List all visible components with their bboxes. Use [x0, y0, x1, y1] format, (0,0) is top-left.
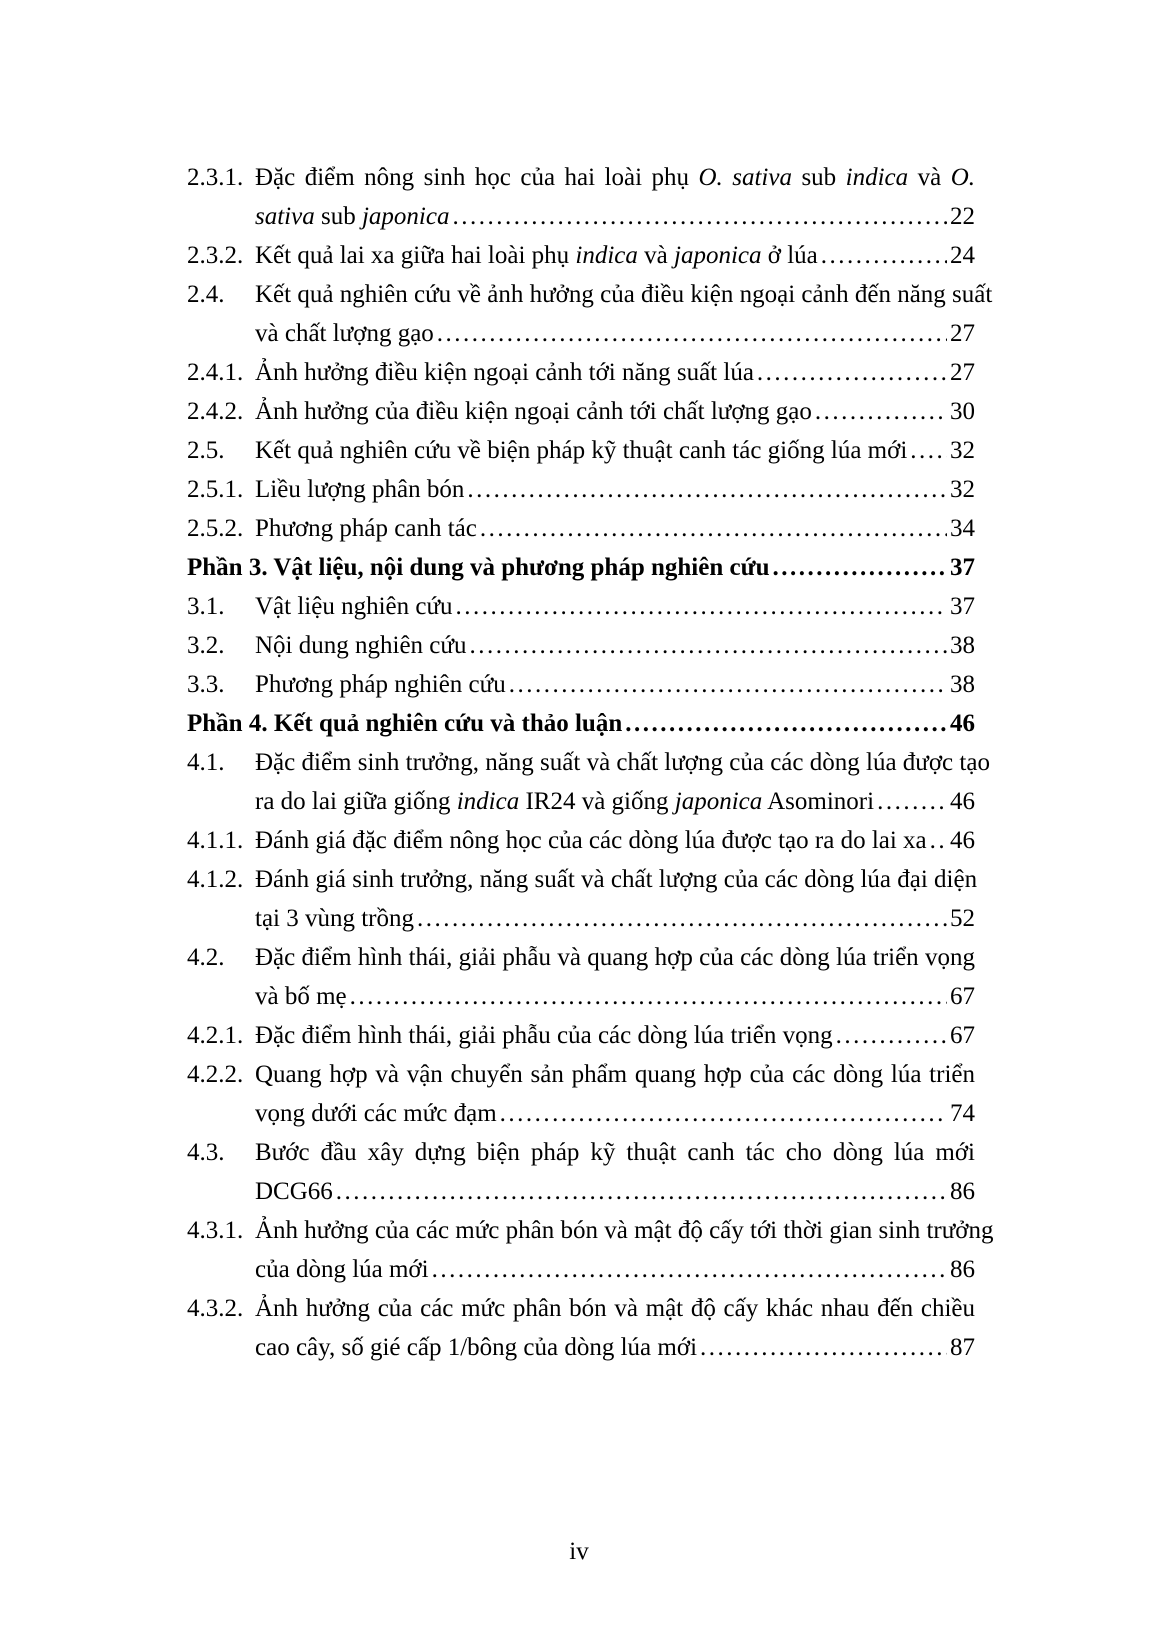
toc-line	[255, 275, 993, 314]
toc-entry	[187, 860, 978, 938]
toc-line	[255, 1328, 975, 1367]
toc-text-segment: Nội dung nghiên cứu	[255, 632, 467, 659]
toc-line	[255, 626, 975, 665]
toc-line	[187, 704, 975, 743]
toc-line	[255, 587, 975, 626]
toc-text-segment: Bước đầu xây dựng biện pháp kỹ thuật canh tác cho dòng lúa mới	[255, 1139, 975, 1166]
toc-entry-text	[255, 1094, 497, 1133]
toc-line	[255, 392, 975, 431]
toc-line	[255, 470, 975, 509]
toc-entry-number: 4.2.1.	[187, 1022, 244, 1049]
toc-entry-text	[255, 509, 477, 548]
toc-text-segment: Ảnh hưởng điều kiện ngoại cảnh tới năng suất lúa	[255, 359, 754, 386]
toc-entry-text	[255, 665, 506, 704]
toc-text-segment: Đặc điểm hình thái, giải phẫu của các dòng lúa triển vọng	[255, 1022, 833, 1049]
toc-page-number: 32	[950, 437, 975, 464]
toc-entry-number: 2.3.2.	[187, 242, 244, 269]
toc-page-number: 46	[950, 827, 975, 854]
toc-page-number: 67	[950, 983, 975, 1010]
toc-line	[255, 1172, 975, 1211]
toc-page-number: 46	[950, 710, 975, 737]
toc-page-number: 32	[950, 476, 975, 503]
toc-entry	[187, 236, 975, 275]
toc-page-number: 38	[950, 632, 975, 659]
toc-page-number: 67	[950, 1022, 975, 1049]
dot-leader	[509, 665, 947, 704]
toc-entry-text	[255, 236, 818, 275]
dot-leader	[480, 509, 947, 548]
toc-page-number: 27	[950, 320, 975, 347]
toc-text-segment: Đánh giá sinh trưởng, năng suất và chất lượng của các dòng lúa đại diện	[255, 866, 978, 893]
toc-text-segment: Đặc điểm nông sinh học của hai loài phụ	[255, 164, 699, 191]
toc-text-segment: Kết quả nghiên cứu về biện pháp kỹ thuật canh tác giống lúa mới	[255, 437, 908, 464]
toc-text-segment: ra do lai giữa giống	[255, 788, 457, 815]
toc-text-segment: IR24 và giống	[519, 788, 675, 815]
toc-entry-number: 4.2.	[187, 944, 225, 971]
toc-entry-number: 4.3.2.	[187, 1295, 244, 1322]
toc-page-number: 27	[950, 359, 975, 386]
toc-page-number: 24	[950, 242, 975, 269]
toc-line	[255, 158, 975, 197]
dot-leader	[815, 392, 947, 431]
toc-text-segment: vọng dưới các mức đạm	[255, 1100, 497, 1127]
toc-entry	[187, 275, 993, 353]
toc-page-number: 86	[950, 1178, 975, 1205]
toc-text-segment: Đánh giá đặc điểm nông học của các dòng lúa được tạo ra do lai xa	[255, 827, 927, 854]
dot-leader	[500, 1094, 947, 1133]
toc-entry-number: 2.5.2.	[187, 515, 244, 542]
toc-entry	[187, 1211, 994, 1289]
dot-leader	[700, 1328, 947, 1367]
dot-leader	[467, 470, 947, 509]
toc-text-segment: O.	[950, 164, 975, 191]
toc-entry-number: 4.1.	[187, 749, 225, 776]
toc-line	[255, 509, 975, 548]
toc-text-segment: Liều lượng phân bón	[255, 476, 465, 503]
toc-entry-text	[255, 821, 927, 860]
toc-text-segment: indica	[845, 164, 909, 191]
toc-text-segment: japonica	[674, 788, 763, 815]
dot-leader	[452, 197, 947, 236]
toc-text-segment: Quang hợp và vận chuyển sản phẩm quang hợp của các dòng lúa triển	[255, 1061, 975, 1088]
toc-entry-text	[255, 431, 907, 470]
toc-entry-number: 3.1.	[187, 593, 225, 620]
toc-entry	[187, 938, 975, 1016]
toc-line	[255, 1289, 975, 1328]
toc-text-segment: Kết quả lai xa giữa hai loài phụ	[255, 242, 576, 269]
toc-text-segment: sativa	[255, 203, 315, 230]
toc-line	[255, 1016, 975, 1055]
toc-text-segment: Kết quả nghiên cứu về ảnh hưởng của điều kiện ngoại cảnh đến năng suất	[255, 281, 993, 308]
toc-text-segment: Ảnh hưởng của các mức phân bón và mật độ cấy khác nhau đến chiều	[255, 1295, 975, 1322]
toc-line	[255, 743, 990, 782]
toc-text-segment: indica	[456, 788, 520, 815]
toc-entry-text	[255, 314, 434, 353]
toc-text-segment: của dòng lúa mới	[255, 1256, 429, 1283]
toc-entry-text	[255, 197, 449, 236]
toc-entry-number: 3.3.	[187, 671, 225, 698]
toc-entry-number: 2.4.	[187, 281, 225, 308]
toc-text-segment: Đặc điểm sinh trưởng, năng suất và chất lượng của các dòng lúa được tạo	[255, 749, 990, 776]
toc-entry-text	[255, 392, 812, 431]
toc-text-segment: và	[637, 242, 675, 269]
toc-text-segment: Ảnh hưởng của các mức phân bón và mật độ cấy tới thời gian sinh trưởng	[255, 1217, 994, 1244]
toc-entry-text	[187, 548, 769, 587]
dot-leader	[625, 704, 947, 743]
toc-text-segment: Phương pháp canh tác	[255, 515, 477, 542]
toc-line	[255, 860, 978, 899]
toc-line	[255, 314, 975, 353]
toc-text-segment: và bố mẹ	[255, 983, 347, 1010]
toc-entry	[187, 1289, 975, 1367]
toc-entry-text	[255, 977, 347, 1016]
toc-line	[255, 197, 975, 236]
toc-text-segment: và	[908, 164, 951, 191]
toc-entry-text	[255, 353, 754, 392]
toc-entry-text	[255, 1328, 697, 1367]
toc-line	[255, 1094, 975, 1133]
toc-line	[187, 548, 975, 587]
dot-leader	[930, 821, 947, 860]
toc-entry-number: 4.1.1.	[187, 827, 244, 854]
toc-page-number: 52	[950, 905, 975, 932]
toc-page-number: 30	[950, 398, 975, 425]
toc-entry-text	[255, 899, 414, 938]
toc-entry	[187, 743, 990, 821]
toc-text-segment: japonica	[674, 242, 762, 269]
toc-line	[255, 899, 975, 938]
toc-entry-text	[255, 1016, 833, 1055]
dot-leader	[336, 1172, 947, 1211]
toc-entry-number: 2.5.1.	[187, 476, 244, 503]
toc-entry-number: 4.3.	[187, 1139, 225, 1166]
toc-entry-text	[255, 782, 874, 821]
toc-line	[255, 977, 975, 1016]
toc-page-number: 22	[950, 203, 975, 230]
dot-leader	[350, 977, 947, 1016]
toc-page-number: 46	[950, 788, 975, 815]
dot-leader	[910, 431, 947, 470]
toc-text-segment: japonica	[361, 203, 450, 230]
toc-text-segment: cao cây, số gié cấp 1/bông của dòng lúa mới	[255, 1334, 698, 1361]
toc-page-number: 74	[950, 1100, 975, 1127]
toc-entry-number: 4.1.2.	[187, 866, 244, 893]
toc-text-segment: Phương pháp nghiên cứu	[255, 671, 506, 698]
toc-text-segment: và chất lượng gạo	[255, 320, 434, 347]
toc-page-number: 37	[950, 554, 975, 581]
toc-text-segment: Vật liệu nghiên cứu	[255, 593, 453, 620]
toc-section-heading	[187, 548, 975, 587]
toc-page-number: 37	[950, 593, 975, 620]
dot-leader	[469, 626, 947, 665]
toc-line	[255, 821, 975, 860]
toc-entry-text	[255, 470, 464, 509]
toc-entry	[187, 665, 975, 704]
dot-leader	[772, 548, 947, 587]
toc-entry	[187, 353, 975, 392]
dot-leader	[757, 353, 947, 392]
toc-entry	[187, 821, 975, 860]
dot-leader	[836, 1016, 947, 1055]
toc-entry	[187, 158, 975, 236]
toc-line	[255, 1133, 975, 1172]
toc-line	[255, 236, 975, 275]
toc-text-segment: Ảnh hưởng của điều kiện ngoại cảnh tới chất lượng gạo	[255, 398, 812, 425]
dot-leader	[456, 587, 947, 626]
toc-text-segment: tại 3 vùng trồng	[255, 905, 415, 932]
toc-entry-text	[255, 626, 466, 665]
toc-entry-text	[187, 704, 622, 743]
toc-entry	[187, 1133, 975, 1211]
toc-line	[255, 1250, 975, 1289]
toc-entry-number: 4.3.1.	[187, 1217, 244, 1244]
toc-entry	[187, 470, 975, 509]
dot-leader	[432, 1250, 947, 1289]
toc-page-number: 34	[950, 515, 975, 542]
dot-leader	[821, 236, 947, 275]
toc-entry-text	[255, 1172, 333, 1211]
toc-entry-text	[255, 1250, 429, 1289]
toc-text-segment: Phần 4. Kết quả nghiên cứu và thảo luận	[187, 710, 623, 737]
toc-entry	[187, 1055, 975, 1133]
toc-text-segment: Asominori	[762, 788, 875, 815]
toc-text-segment: Đặc điểm hình thái, giải phẫu và quang hợp của các dòng lúa triển vọng	[255, 944, 975, 971]
toc-line	[255, 665, 975, 704]
dot-leader	[877, 782, 947, 821]
toc-text-segment: DCG66	[255, 1178, 333, 1205]
toc-entry-text	[255, 587, 453, 626]
toc-line	[255, 782, 975, 821]
toc-entry-number: 4.2.2.	[187, 1061, 244, 1088]
toc-text-segment: ở lúa	[761, 242, 818, 269]
toc-entry-number: 2.5.	[187, 437, 225, 464]
dot-leader	[417, 899, 947, 938]
toc-entry-number: 2.4.2.	[187, 398, 244, 425]
toc-entry-number: 2.4.1.	[187, 359, 244, 386]
toc-line	[255, 938, 975, 977]
toc-text-segment: indica	[575, 242, 638, 269]
dot-leader	[437, 314, 947, 353]
table-of-contents	[187, 158, 994, 1367]
toc-entry-number: 2.3.1.	[187, 164, 244, 191]
toc-line	[255, 1055, 975, 1094]
page-number-footer: iv	[569, 1538, 589, 1565]
toc-section-heading	[187, 704, 975, 743]
toc-page-number: 86	[950, 1256, 975, 1283]
toc-page-number: 38	[950, 671, 975, 698]
toc-page-number: 87	[950, 1334, 975, 1361]
toc-entry	[187, 626, 975, 665]
toc-entry	[187, 587, 975, 626]
toc-text-segment: O. sativa	[698, 164, 792, 191]
toc-entry	[187, 431, 975, 470]
toc-entry	[187, 1016, 975, 1055]
toc-line	[255, 353, 975, 392]
toc-text-segment: sub	[791, 164, 846, 191]
toc-text-segment: Phần 3. Vật liệu, nội dung và phương pháp nghiên cứu	[187, 554, 770, 581]
toc-text-segment: sub	[314, 203, 362, 230]
toc-line	[255, 1211, 994, 1250]
toc-line	[255, 431, 975, 470]
toc-entry-number: 3.2.	[187, 632, 225, 659]
toc-entry	[187, 509, 975, 548]
toc-entry	[187, 392, 975, 431]
